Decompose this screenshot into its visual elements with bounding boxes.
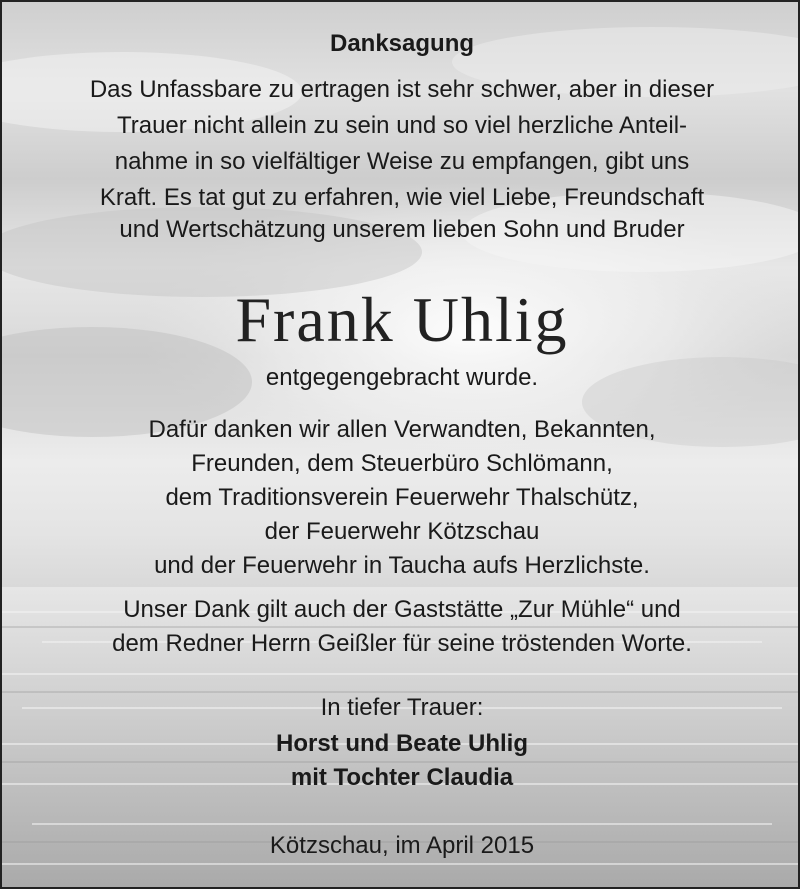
intro-line: nahme in so vielfältiger Weise zu empfangen, gibt uns [114, 148, 690, 175]
extra-thanks-line: dem Redner Herrn Geißler für seine tröstenden Worte. [112, 630, 692, 657]
place-date: Kötzschau, im April 2015 [269, 832, 535, 859]
mourning-intro: In tiefer Trauer: [320, 694, 484, 721]
thanks-line: Dafür danken wir allen Verwandten, Bekannten, [148, 416, 656, 443]
intro-line: und Wertschätzung unserem lieben Sohn und Bruder [119, 216, 685, 243]
extra-thanks-line: Unser Dank gilt auch der Gaststätte „Zur Mühle“ und [123, 596, 681, 623]
mourner-line: Horst und Beate Uhlig [275, 730, 528, 757]
thanks-line: und der Feuerwehr in Taucha aufs Herzlichste. [154, 552, 650, 579]
after-name-text: entgegengebracht wurde. [265, 364, 539, 391]
intro-line: Kraft. Es tat gut zu erfahren, wie viel Liebe, Freundschaft [99, 184, 705, 211]
thanks-line: Freunden, dem Steuerbüro Schlömann, [191, 450, 613, 477]
thanks-line: der Feuerwehr Kötzschau [264, 518, 540, 545]
deceased-name: Frank Uhlig [235, 284, 569, 355]
thanks-line: dem Traditionsverein Feuerwehr Thalschütz, [165, 484, 639, 511]
intro-line: Trauer nicht allein zu sein und so viel herzliche Anteil- [116, 112, 688, 139]
intro-line: Das Unfassbare zu ertragen ist sehr schwer, aber in dieser [89, 76, 715, 103]
mourner-line: mit Tochter Claudia [290, 764, 514, 791]
heading: Danksagung [329, 30, 475, 57]
